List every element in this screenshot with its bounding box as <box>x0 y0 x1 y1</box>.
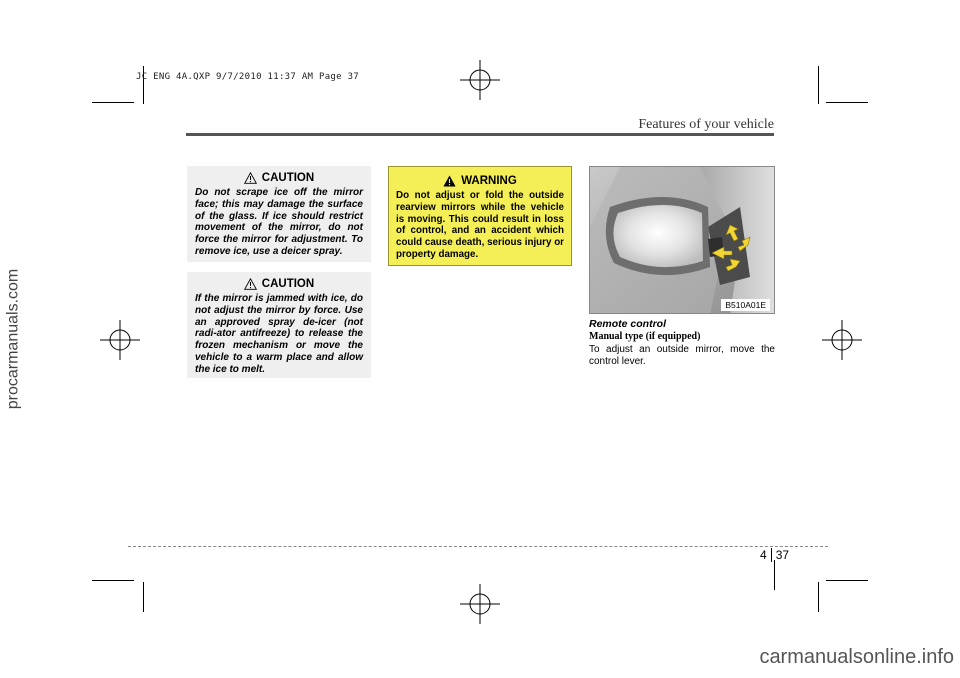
page-number <box>760 548 789 562</box>
caution-heading <box>195 278 363 290</box>
crop-mark <box>826 580 868 581</box>
caution-triangle-icon <box>244 278 257 290</box>
caution-text: Do not scrape ice off the mirror face; this may damage the surface of the glass. If ice should restrict movement of the mirror, do not force the mirror for adjustment. To remove ice, use a deicer spray. <box>195 187 363 257</box>
warning-box <box>388 166 572 266</box>
warning-triangle-icon <box>443 175 456 187</box>
caution-title: CAUTION <box>261 278 315 290</box>
crop-mark <box>818 66 819 104</box>
manual-type-subtitle: Manual type (if equipped) <box>589 331 701 342</box>
crop-mark <box>92 580 134 581</box>
page-number-separator <box>771 548 772 562</box>
watermark-left <box>2 0 24 678</box>
figure-code: B510A01E <box>721 299 770 311</box>
registration-mark-icon <box>460 584 500 624</box>
caution-heading <box>195 172 363 184</box>
caution-triangle-icon <box>244 172 257 184</box>
mirror-control-figure <box>589 166 775 314</box>
caution-text: If the mirror is jammed with ice, do not adjust the mirror by force. Use an approved spray de-icer (not radi-ator antifreeze) to release the frozen mechanism or move the vehicle to a warm place and allow the ice to melt. <box>195 293 363 375</box>
registration-mark-icon <box>100 320 140 360</box>
warning-title: WARNING <box>461 175 517 187</box>
footer-dashed-rule <box>128 546 828 547</box>
caution-box-jammed-mirror <box>187 272 371 378</box>
remote-control-title: Remote control <box>589 318 667 330</box>
crop-mark <box>143 582 144 612</box>
section-rule <box>186 133 774 136</box>
watermark-text: procarmanuals.com <box>4 268 21 410</box>
crop-mark <box>818 582 819 612</box>
crop-mark <box>826 102 868 103</box>
crop-mark <box>774 560 775 590</box>
page-number-value: 37 <box>775 548 790 562</box>
crop-mark <box>92 102 134 103</box>
warning-heading <box>396 175 564 187</box>
warning-text: Do not adjust or fold the outside rearview mirrors while the vehicle is moving. This could result in loss of control, and an accident which could cause death, serious injury or property damage. <box>396 190 564 260</box>
registration-mark-icon <box>460 60 500 100</box>
caution-box-ice-scrape <box>187 166 371 262</box>
mirror-illustration <box>590 167 775 314</box>
print-slug: JC ENG 4A.QXP 9/7/2010 11:37 AM Page 37 <box>136 72 360 82</box>
chapter-number: 4 <box>760 548 767 562</box>
footer-site-watermark: carmanualsonline.info <box>759 646 954 668</box>
section-title: Features of your vehicle <box>638 117 774 132</box>
caution-title: CAUTION <box>261 172 315 184</box>
registration-mark-icon <box>822 320 862 360</box>
remote-control-text: To adjust an outside mirror, move the control lever. <box>589 344 775 367</box>
